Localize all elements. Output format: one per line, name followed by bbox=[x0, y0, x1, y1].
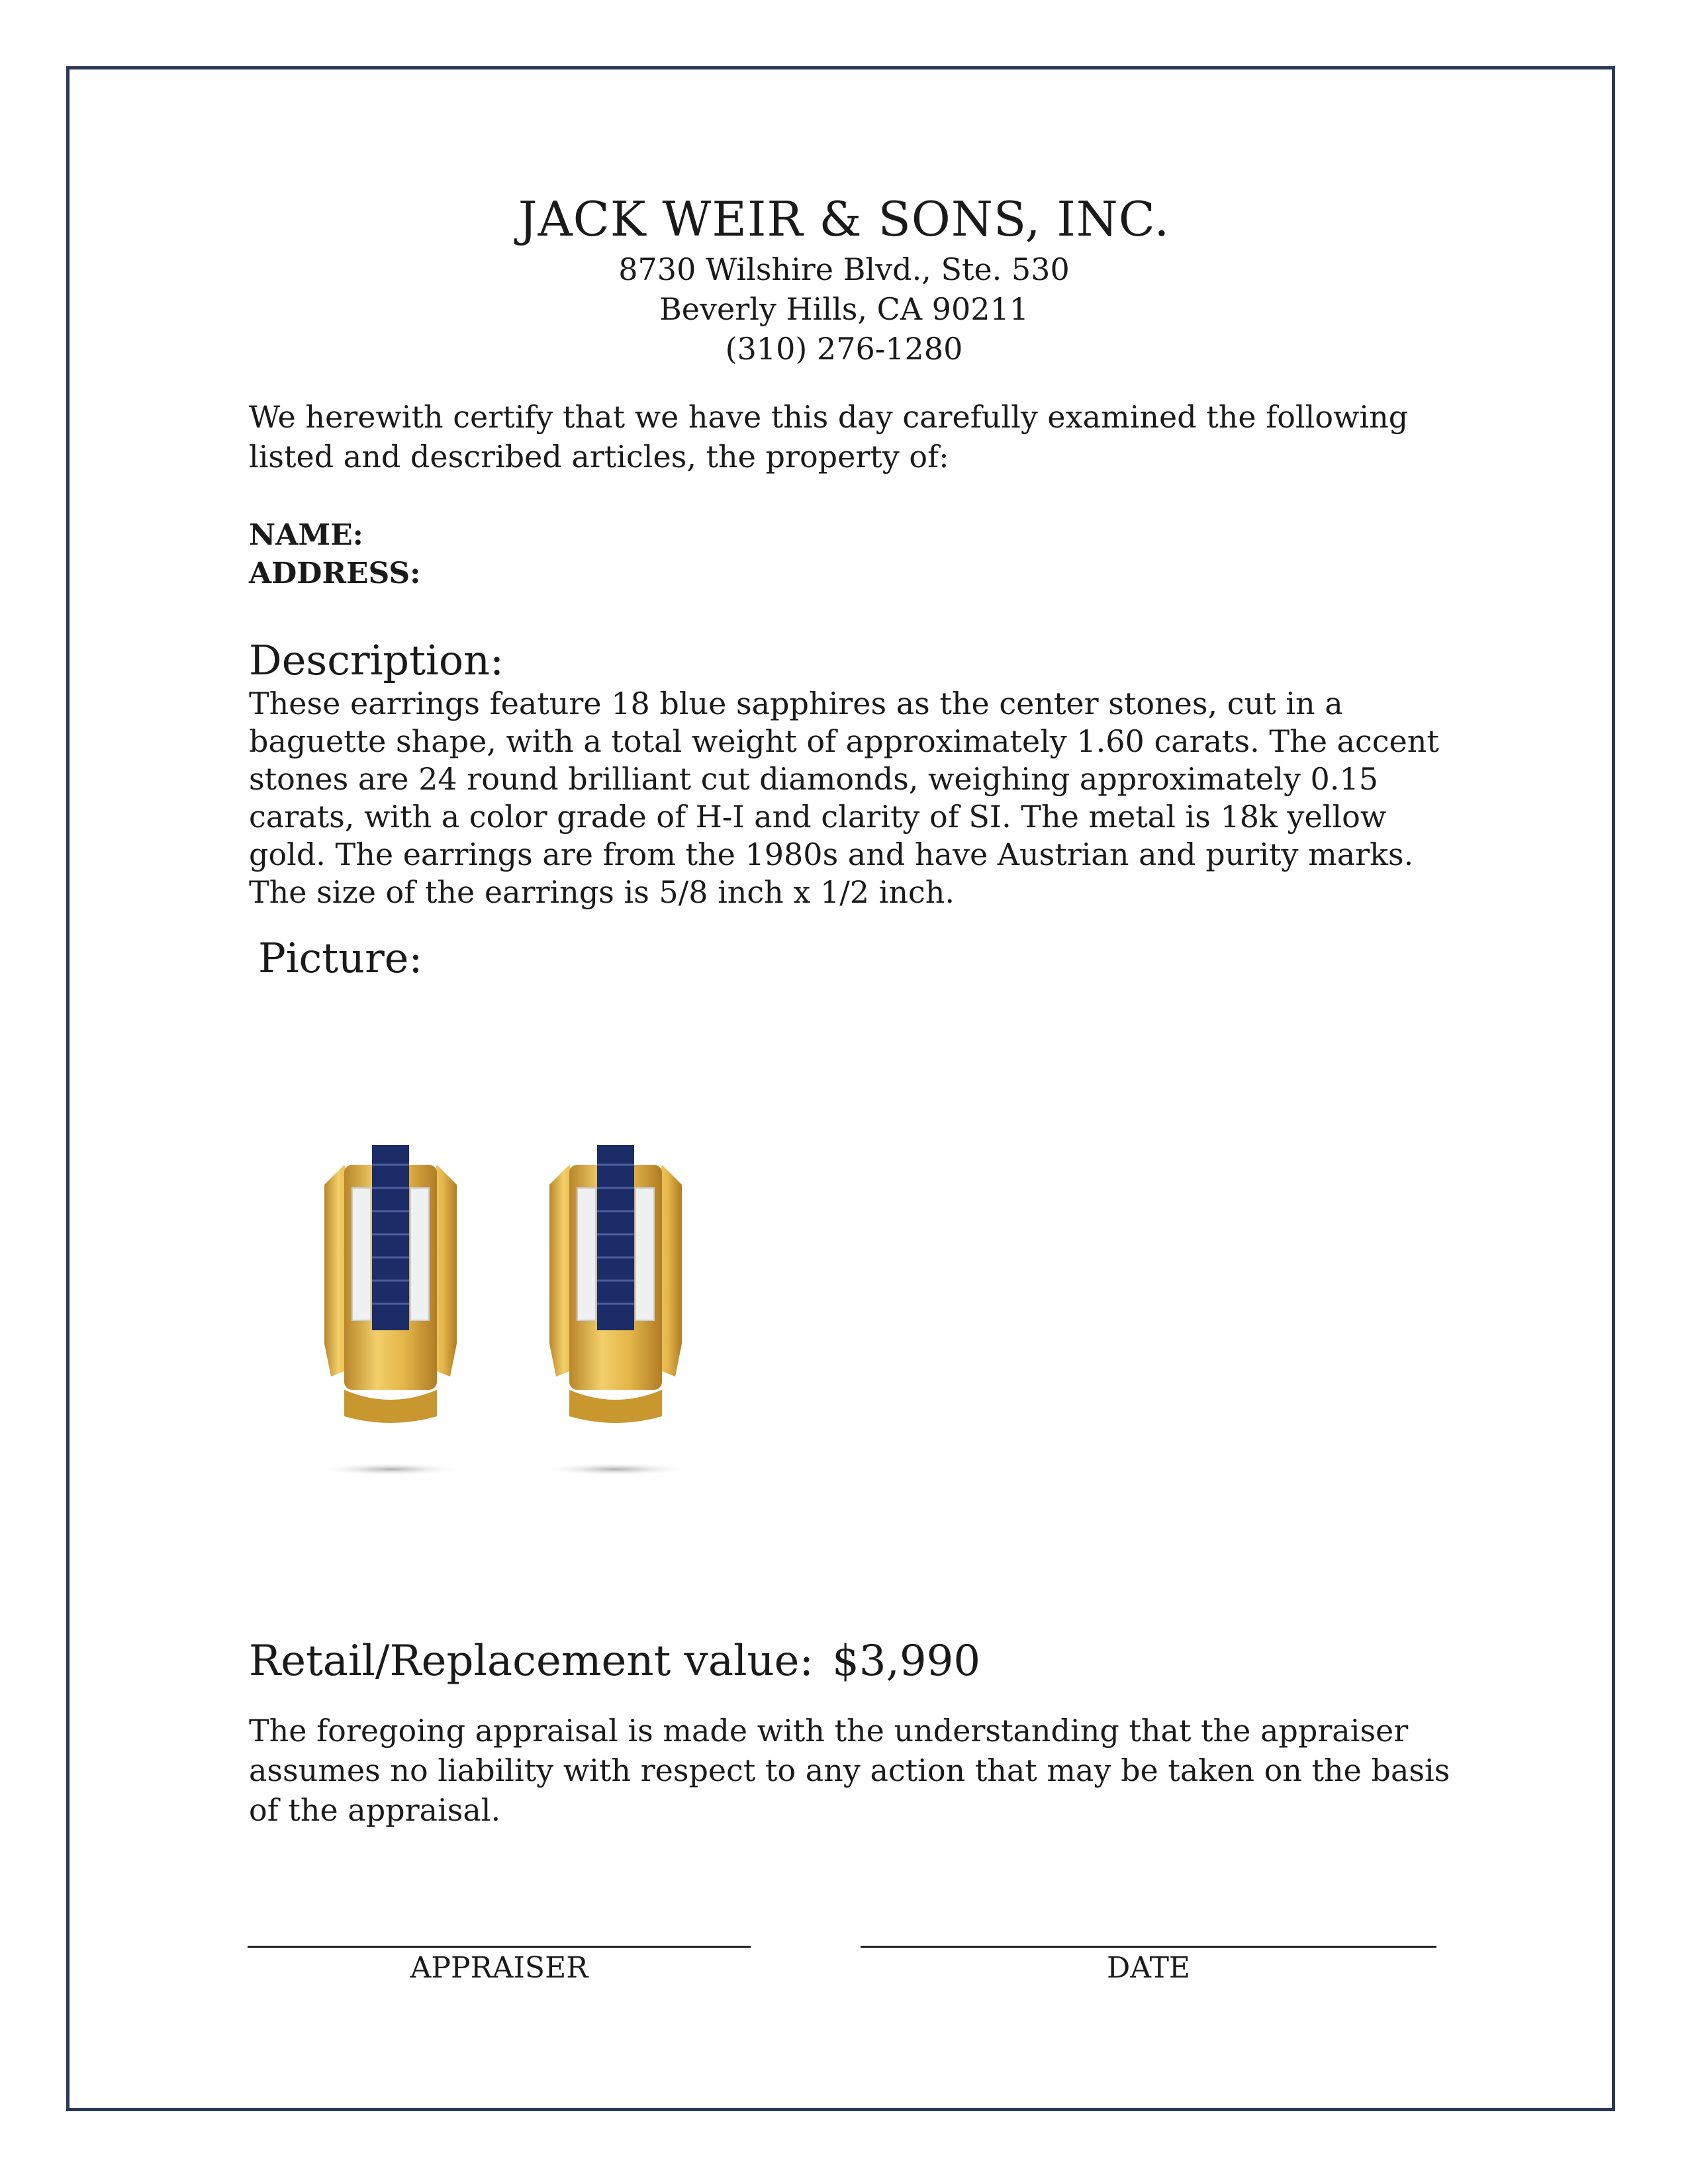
appraiser-signature-line bbox=[248, 1946, 751, 1948]
appraiser-label: APPRAISER bbox=[410, 1951, 588, 1985]
description-text: These earrings feature 18 blue sapphires as the center stones, cut in a baguette shape, with a total weight of approximately 1.60 carats. The accent stones are 24 round brilliant cut diamonds, weighing approximately 0.15 carats, with a color grade of H-I and clarity of SI. The metal is 18k yellow gold. The earrings are from the 1980s and have Austrian and purity marks. The size of the earrings is 5/8 inch x 1/2 inch. bbox=[249, 686, 1439, 910]
value-label: Retail/Replacement value: bbox=[249, 1637, 814, 1686]
name-label: NAME: bbox=[249, 518, 363, 552]
earring-left bbox=[318, 1145, 463, 1476]
retail-value bbox=[249, 1635, 1454, 1688]
address-label: ADDRESS: bbox=[249, 557, 421, 590]
description-heading: Description: bbox=[249, 636, 504, 684]
letterhead bbox=[0, 189, 1688, 369]
company-name: JACK WEIR & SONS, INC. bbox=[518, 191, 1170, 247]
company-phone: (310) 276-1280 bbox=[725, 331, 963, 367]
company-address-line1: 8730 Wilshire Blvd., Ste. 530 bbox=[618, 251, 1070, 287]
earrings-photo bbox=[291, 1125, 755, 1496]
date-label: DATE bbox=[1106, 1951, 1191, 1985]
disclaimer-text: The foregoing appraisal is made with the understanding that the appraiser assumes no liability with respect to any action that may be taken on the basis of the appraisal. bbox=[249, 1713, 1450, 1828]
owner-fields bbox=[249, 516, 1454, 593]
company-address-line2: Beverly Hills, CA 90211 bbox=[659, 291, 1029, 327]
certification-intro: We herewith certify that we have this day carefully examined the following listed and described articles, the property of: bbox=[249, 399, 1409, 475]
value-amount: $3,990 bbox=[832, 1637, 981, 1686]
date-signature-line bbox=[861, 1946, 1436, 1948]
picture-heading: Picture: bbox=[258, 934, 423, 982]
earring-right bbox=[543, 1145, 688, 1476]
